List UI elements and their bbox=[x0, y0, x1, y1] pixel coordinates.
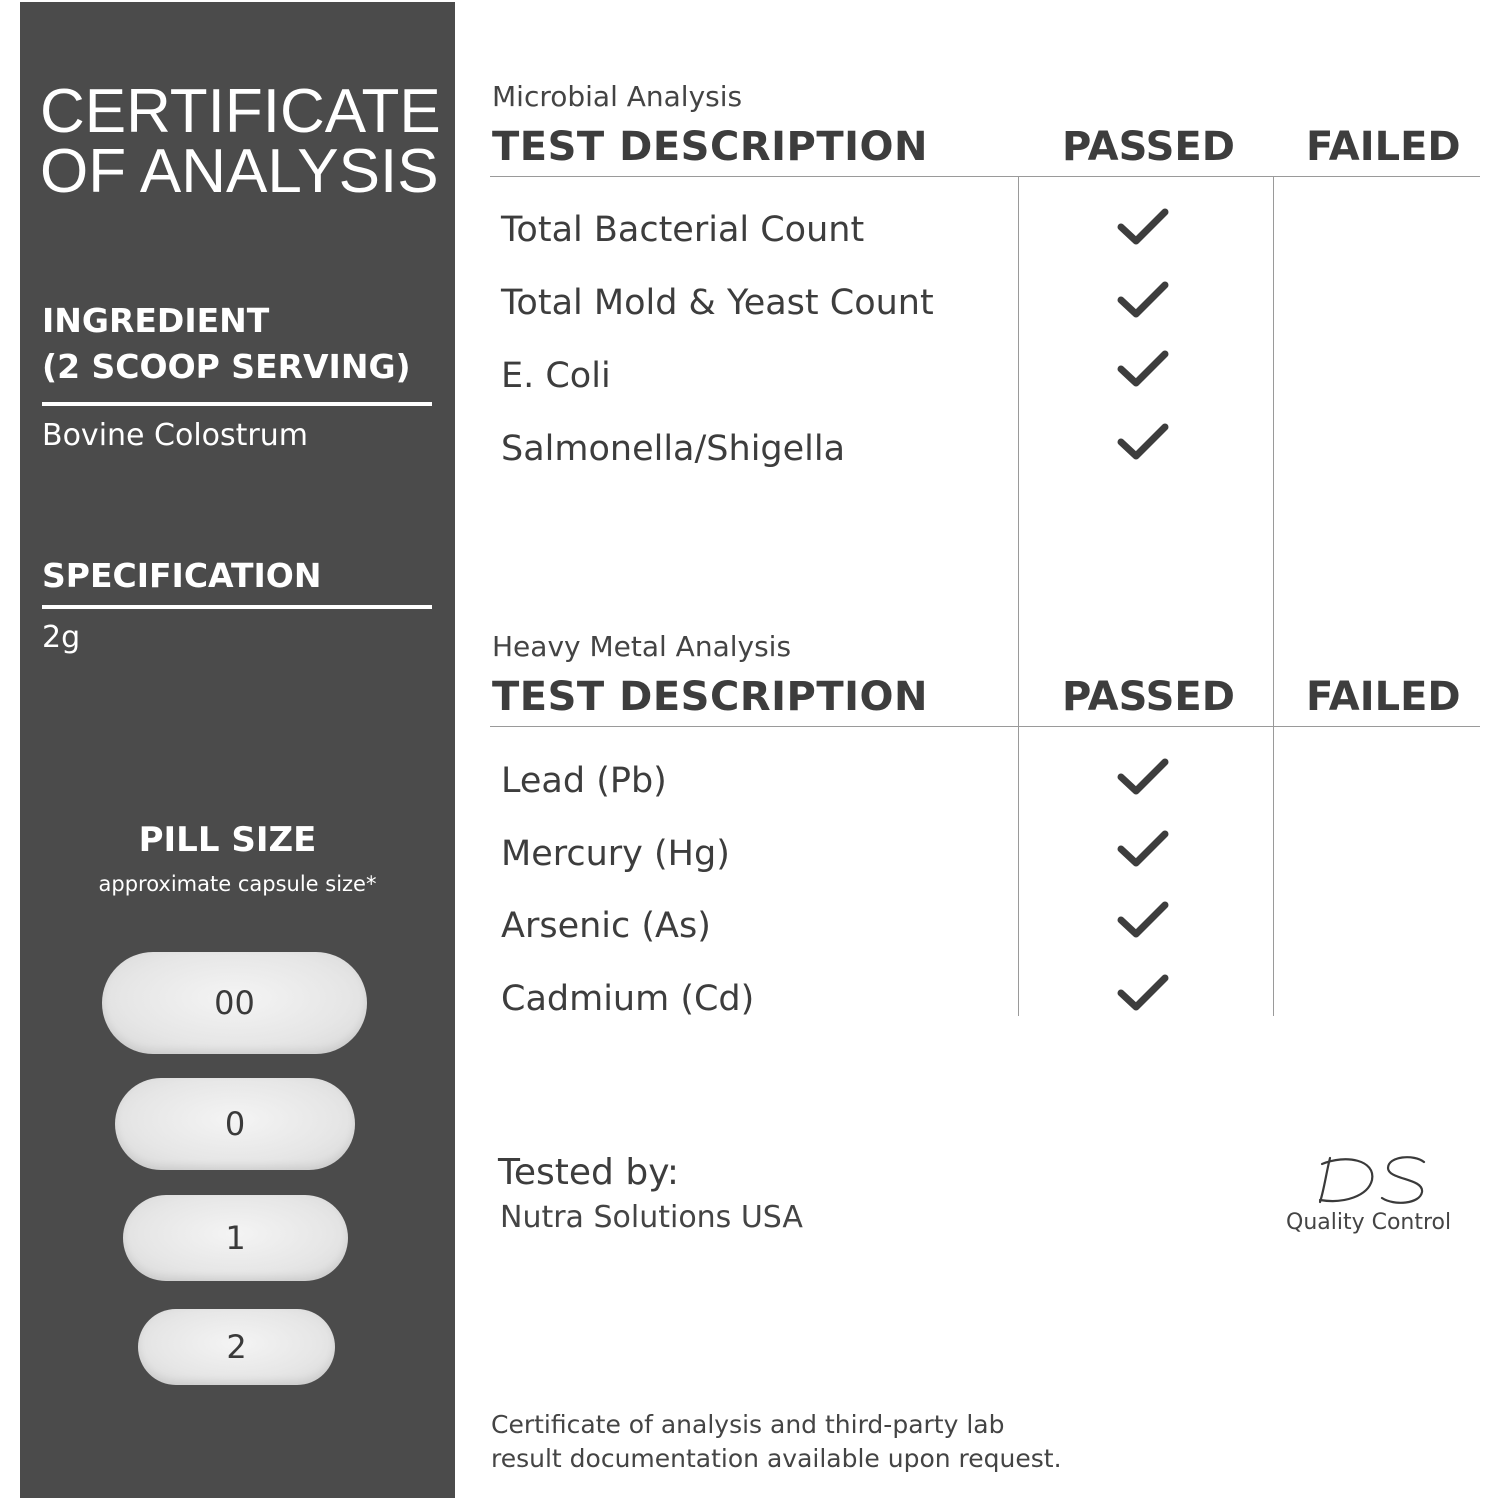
pill-size-subtitle: approximate capsule size* bbox=[98, 872, 377, 896]
check-icon bbox=[1116, 899, 1170, 941]
check-icon bbox=[1116, 828, 1170, 870]
capsule-size-00: 00 bbox=[102, 952, 367, 1054]
passed-column-divider bbox=[1018, 176, 1019, 1016]
microbial-col-passed: PASSED bbox=[1062, 124, 1235, 170]
heavy-metal-col-failed: FAILED bbox=[1306, 674, 1461, 720]
microbial-section-label: Microbial Analysis bbox=[492, 80, 743, 113]
check-icon bbox=[1116, 348, 1170, 390]
ingredient-value: Bovine Colostrum bbox=[42, 418, 308, 453]
heavy-metal-col-description: TEST DESCRIPTION bbox=[492, 674, 928, 720]
check-icon bbox=[1116, 206, 1170, 248]
microbial-col-description: TEST DESCRIPTION bbox=[492, 124, 928, 170]
tested-by-label: Tested by: bbox=[498, 1152, 680, 1193]
heavy-metal-section-label: Heavy Metal Analysis bbox=[492, 630, 792, 663]
failed-column-divider bbox=[1273, 176, 1274, 1016]
signature-ds bbox=[1316, 1152, 1432, 1210]
footnote bbox=[491, 1408, 1062, 1476]
microbial-test-row: Total Mold & Yeast Count bbox=[501, 283, 934, 323]
check-icon bbox=[1116, 279, 1170, 321]
microbial-col-failed: FAILED bbox=[1306, 124, 1461, 170]
heavy-metal-test-row: Lead (Pb) bbox=[501, 761, 667, 801]
ingredient-divider bbox=[42, 402, 432, 406]
check-icon bbox=[1116, 421, 1170, 463]
microbial-test-row: E. Coli bbox=[501, 356, 611, 396]
microbial-header-rule bbox=[490, 176, 1480, 177]
check-icon bbox=[1116, 972, 1170, 1014]
capsule-size-1: 1 bbox=[123, 1195, 348, 1281]
specification-divider bbox=[42, 605, 432, 609]
microbial-test-row: Total Bacterial Count bbox=[501, 210, 865, 250]
footnote-line-2: result documentation available upon request. bbox=[491, 1444, 1062, 1473]
heavy-metal-col-passed: PASSED bbox=[1062, 674, 1235, 720]
microbial-test-row: Salmonella/Shigella bbox=[501, 429, 846, 469]
tested-by-value: Nutra Solutions USA bbox=[500, 1200, 803, 1235]
pill-size-heading: PILL SIZE bbox=[138, 820, 317, 860]
capsule-size-2: 2 bbox=[138, 1309, 335, 1385]
ingredient-heading bbox=[42, 298, 411, 390]
heavy-metal-test-row: Cadmium (Cd) bbox=[501, 979, 755, 1019]
left-panel bbox=[20, 2, 455, 1498]
document-title bbox=[40, 77, 441, 206]
heavy-metal-test-row: Mercury (Hg) bbox=[501, 834, 730, 874]
heavy-metal-header-rule bbox=[490, 726, 1480, 727]
capsule-size-0: 0 bbox=[115, 1078, 355, 1170]
footnote-line-1: Certificate of analysis and third-party lab bbox=[491, 1410, 1005, 1439]
heavy-metal-test-row: Arsenic (As) bbox=[501, 906, 711, 946]
quality-control-caption: Quality Control bbox=[1286, 1210, 1452, 1235]
specification-heading: SPECIFICATION bbox=[42, 556, 322, 595]
title-line-1: CERTIFICATE bbox=[40, 77, 441, 146]
ingredient-heading-line-1: INGREDIENT bbox=[42, 301, 270, 340]
ingredient-heading-line-2: (2 SCOOP SERVING) bbox=[42, 347, 411, 386]
specification-value: 2g bbox=[42, 620, 81, 655]
check-icon bbox=[1116, 756, 1170, 798]
title-line-2: OF ANALYSIS bbox=[40, 137, 439, 206]
